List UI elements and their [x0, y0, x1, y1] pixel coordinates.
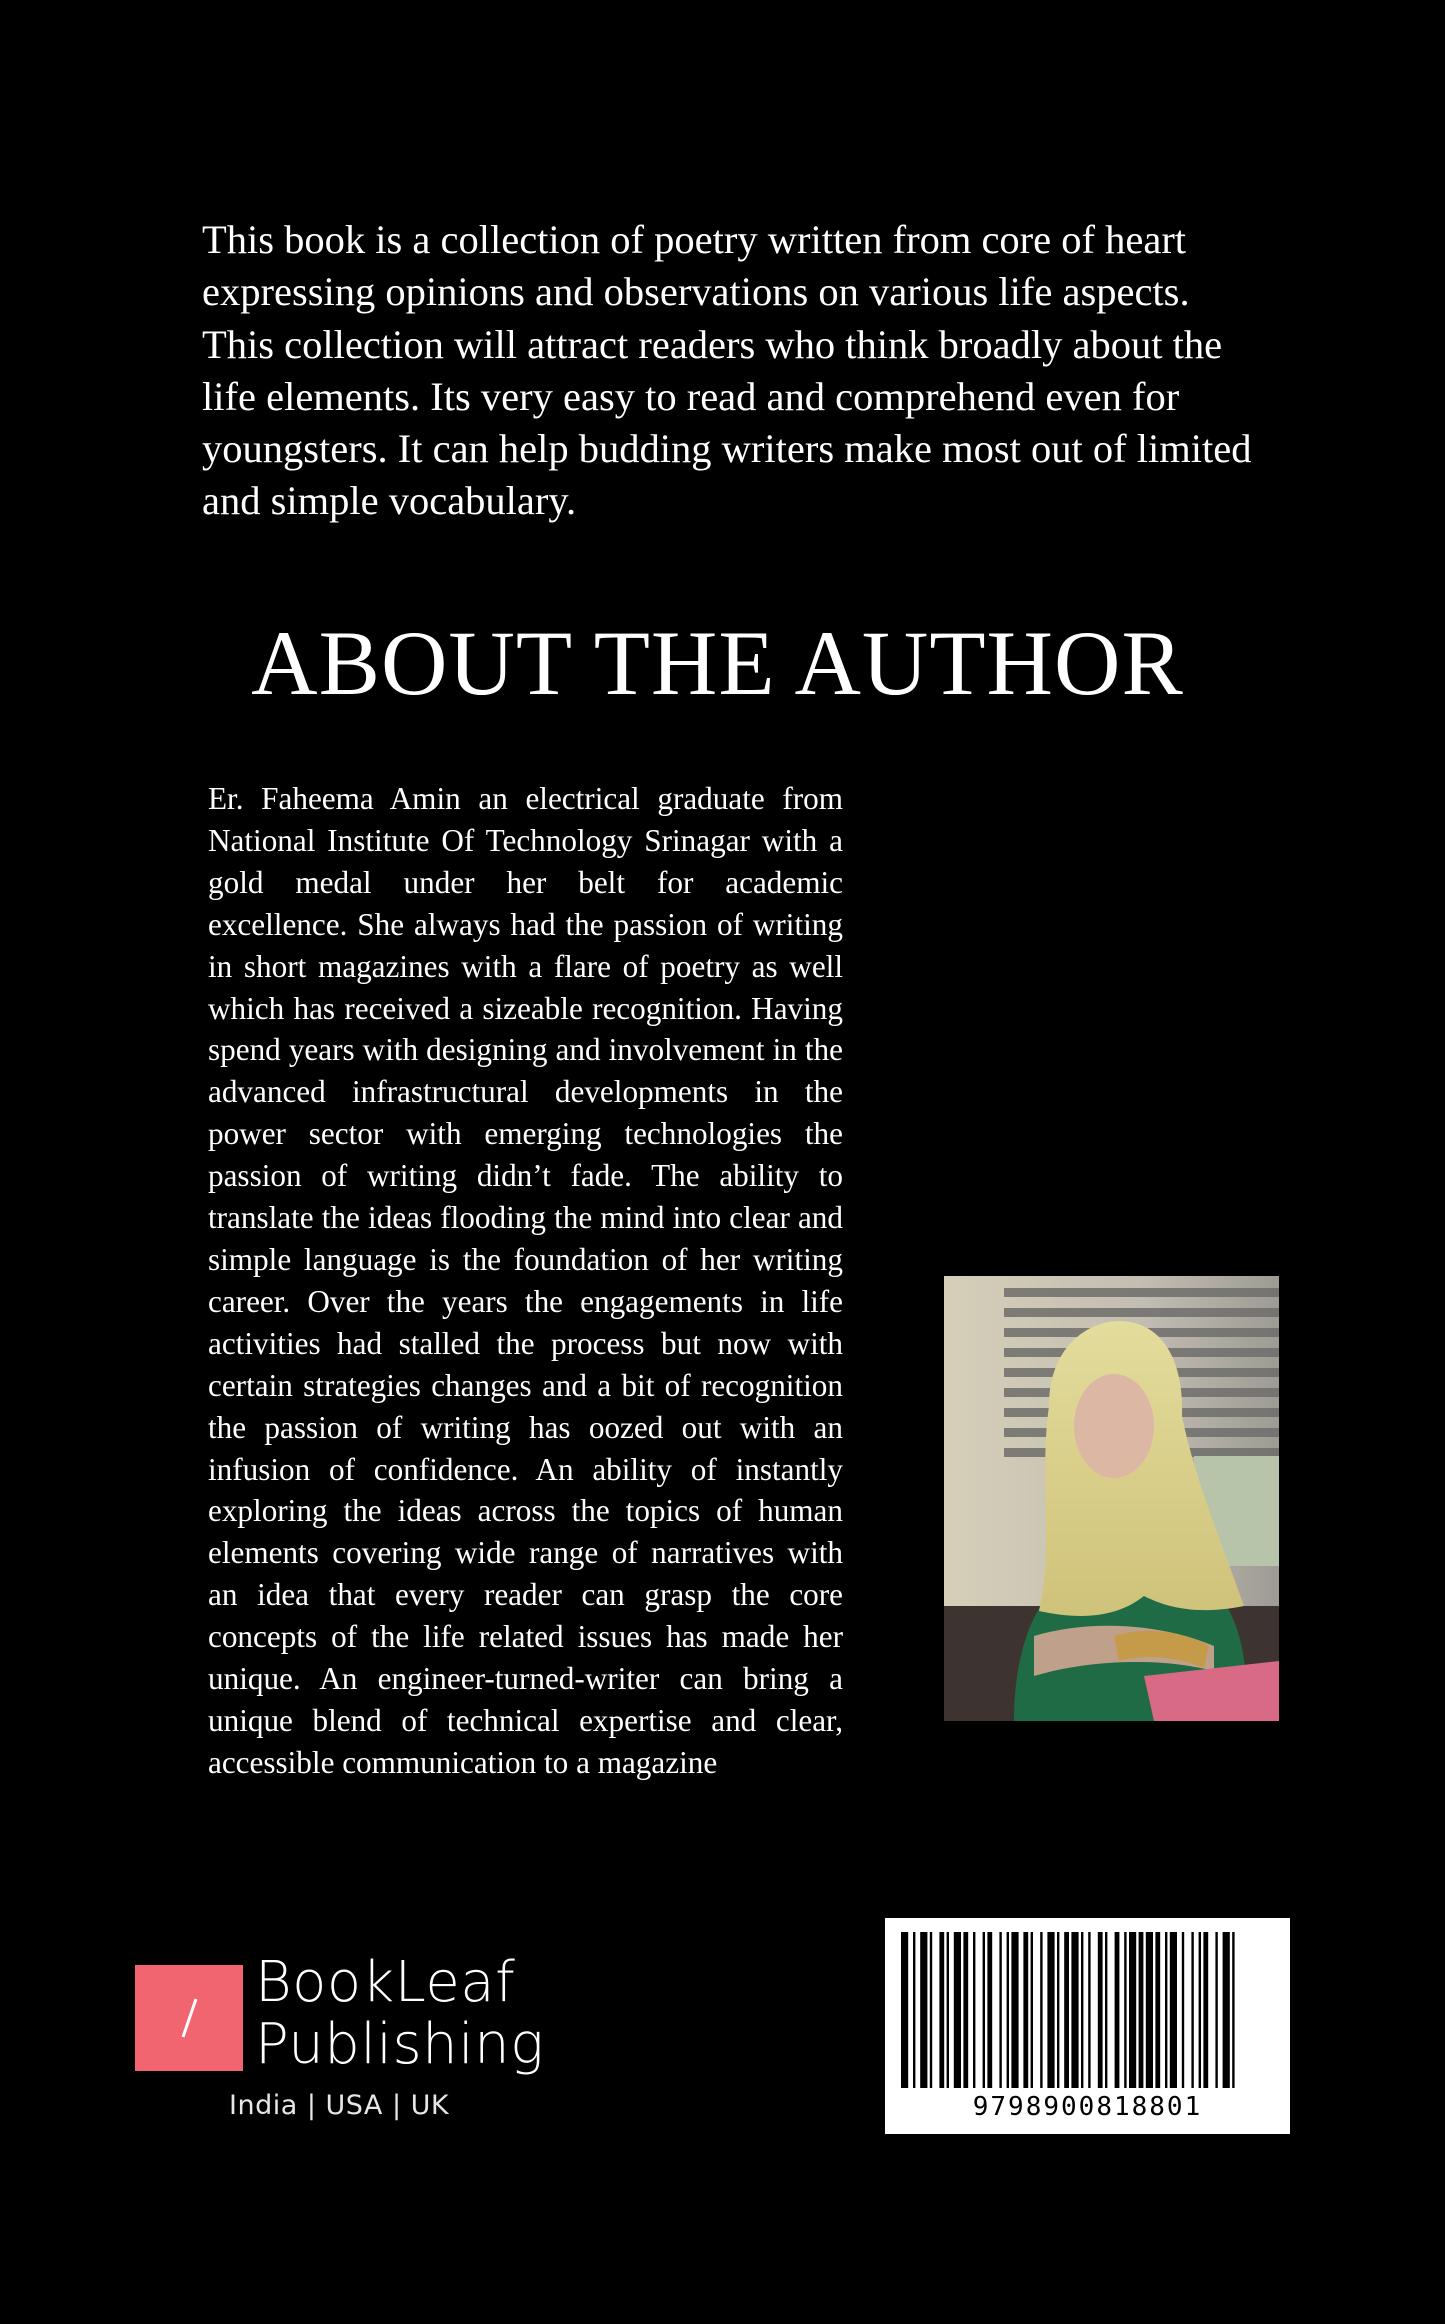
- barcode-bar: [1071, 1932, 1078, 2088]
- barcode-bar: [1215, 1932, 1217, 2088]
- barcode-bar: [954, 1932, 961, 2088]
- publisher-name-line2: Publishing: [255, 2012, 545, 2077]
- barcode-bar: [901, 1932, 908, 2088]
- barcode-bar: [1223, 1932, 1230, 2088]
- barcode-bar: [1007, 1932, 1009, 2088]
- barcode-bar: [913, 1932, 915, 2088]
- barcode-bar: [1129, 1932, 1136, 2088]
- barcode-bar: [987, 1932, 992, 2088]
- barcode-bar: [1191, 1932, 1193, 2088]
- book-blurb: This book is a collection of poetry written from core of heart expressing opinions and observations on various life aspects. This collection will attract readers who think broadly about the life elements. Its very easy to read and comprehend even for youngsters. It can help budding writers make most out of limited and simple vocabulary.: [202, 217, 1252, 524]
- publisher-regions: India | USA | UK: [229, 2090, 450, 2121]
- barcode-bar: [1081, 1932, 1083, 2088]
- barcode-bar: [1057, 1932, 1059, 2088]
- barcode-bar: [930, 1932, 932, 2088]
- barcode-bar: [920, 1932, 927, 2088]
- barcode-bar: [1232, 1932, 1234, 2088]
- author-bio: Er. Faheema Amin an electrical graduate from National Institute Of Technology Srinagar with a gold medal under her belt for academic excellence. She always had the passion of writing in short magazines with a flare of poetry as well which has received a sizeable recognition. Having spend years with designing and involvement in the advanced infrastructural developments in the power sector with emerging technologies the passion of writing didn’t fade. The ability to translate the ideas flooding the mind into clear and simple language is the foundation of her writing career. Over the years the engagements in life activities had stalled the process but now with certain strategies changes and a bit of recognition the passion of writing has oozed out with an infusion of confidence. An ability of instantly exploring the ideas across the topics of human elements covering wide range of narratives with an idea that every reader can grasp the core concepts of the life related issues has made her unique. An engineer-turned-writer can bring a unique blend of technical expertise and clear, accessible communication to a magazine: [208, 781, 843, 1780]
- barcode-bar: [1199, 1932, 1201, 2088]
- author-photo: [944, 1276, 1279, 1721]
- barcode-bar: [1088, 1932, 1090, 2088]
- about-author-heading: [0, 608, 1445, 718]
- barcode-bar: [1031, 1932, 1033, 2088]
- publisher-logo: [135, 1950, 555, 2130]
- author-photo-illustration: [944, 1276, 1279, 1721]
- barcode-bar: [1146, 1932, 1153, 2088]
- barcode-bar: [1124, 1932, 1126, 2088]
- barcode-bar: [1105, 1932, 1107, 2088]
- barcode-bar: [1182, 1932, 1184, 2088]
- barcode-bar: [947, 1932, 949, 2088]
- barcode-bar: [1170, 1932, 1177, 2088]
- barcode-bar: [963, 1932, 968, 2088]
- barcode-bar: [1040, 1932, 1042, 2088]
- publisher-name: [255, 1952, 544, 2076]
- barcode-bar: [1098, 1932, 1103, 2088]
- barcode-bar: [983, 1932, 985, 2088]
- barcode-bar: [1139, 1932, 1144, 2088]
- barcode-bar: [939, 1932, 944, 2088]
- about-author-heading-text: ABOUT THE AUTHOR: [251, 612, 1184, 714]
- publisher-name-line1: BookLeaf: [255, 1950, 516, 2015]
- isbn-barcode: [885, 1918, 1290, 2134]
- barcode-bar: [1064, 1932, 1069, 2088]
- barcode-bar: [1165, 1932, 1167, 2088]
- barcode-bar: [1155, 1932, 1160, 2088]
- barcode-bar: [973, 1932, 975, 2088]
- barcode-bar: [999, 1932, 1001, 2088]
- barcode-bar: [1011, 1932, 1018, 2088]
- barcode-bar: [1023, 1932, 1028, 2088]
- barcode-bar: [1047, 1932, 1054, 2088]
- isbn-number: 9798900818801: [972, 2092, 1203, 2122]
- slash-logo-icon: [135, 1965, 243, 2071]
- barcode-bar: [1115, 1932, 1120, 2088]
- barcode-bar: [1203, 1932, 1208, 2088]
